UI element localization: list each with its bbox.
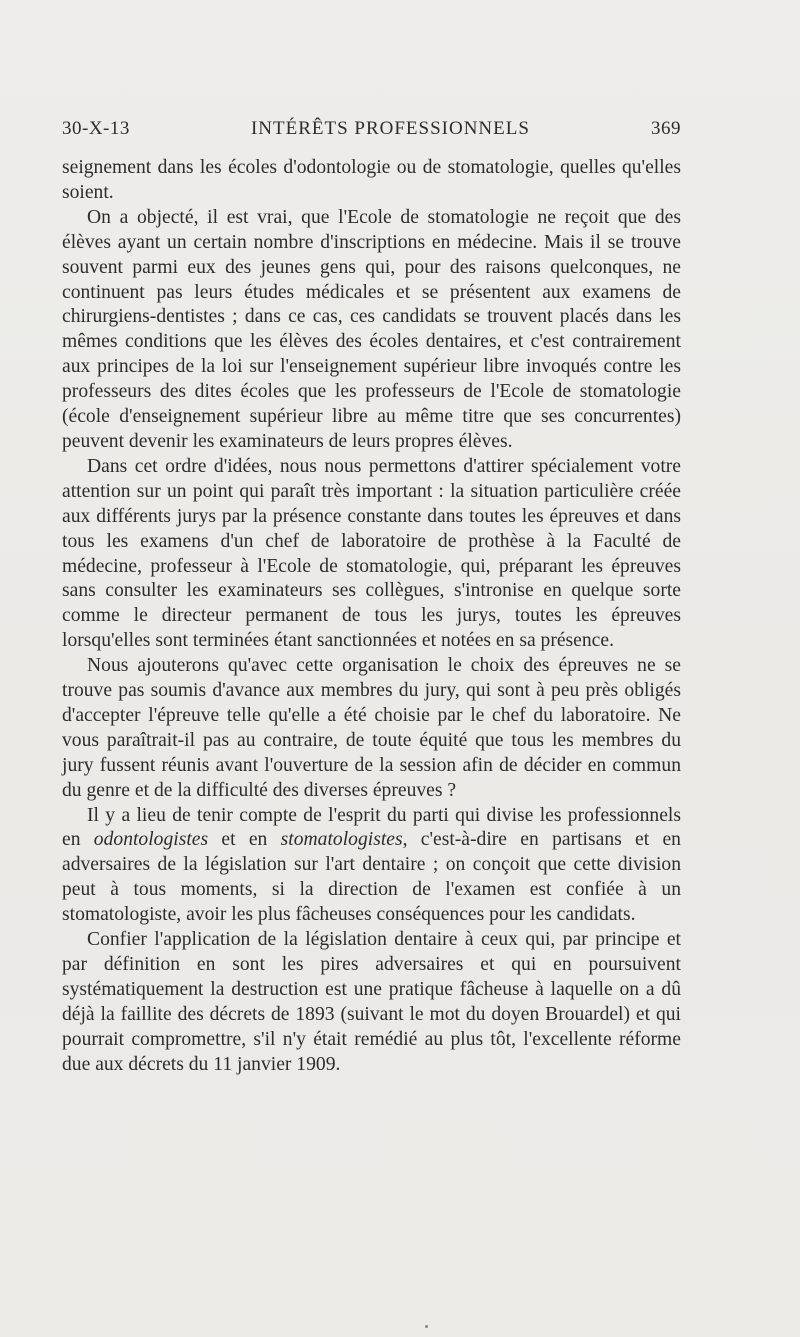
page-number: 369: [650, 118, 681, 139]
paragraph: seignement dans les écoles d'odontologie ou de stomatologie, quelles qu'elles soient.: [62, 157, 681, 203]
paragraph: On a objecté, il est vrai, que l'Ecole de stomatologie ne reçoit que des élèves ayant un certain nombre d'inscriptions en médecine. Mais il se trouve souvent parmi eux des jeunes gens qui, pour des raisons quelconques, ne continuent pas leurs études médicales et se présentent aux examens de chirurgiens-dentistes ; dans ce cas, ces candidats se trouvent placés dans les mêmes conditions que les élèves des écoles dentaires, et c'est contrairement aux principes de la loi sur l'enseignement supérieur libre invoqués contre les professeurs des dites écoles que les professeurs de l'Ecole de stomatologie (école d'enseignement supérieur libre au même titre que ses concurrentes) peuvent devenir les examinateurs de leurs propres élèves.: [62, 206, 681, 452]
text-run: Il y a lieu de tenir compte de l'esprit du parti qui divise les professionnels en: [62, 804, 681, 851]
italic-term: odontologistes: [93, 829, 209, 851]
paragraph: Nous ajouterons qu'avec cette organisation le choix des épreuves ne se trouve pas soumis d'avance aux membres du jury, qui sont à peu près obligés d'accepter l'épreuve telle qu'elle a été choisie par le chef du laboratoire. Ne vous paraîtrait-il pas au contraire, de toute équité que tous les membres du jury fussent réunis avant l'ouverture de la session afin de décider en commun du genre et de la difficulté des diverses épreuves ?: [62, 655, 681, 801]
text-run: , c'est-à-dire en partisans et en adversaires de la législation sur l'art dentaire ; on conçoit que cette division peut à tous moments, si la direction de l'examen est confiée à un stomatologiste, avoir les plus fâcheuses conséquences pour les candidats.: [62, 829, 681, 926]
paragraph: Confier l'application de la législation dentaire à ceux qui, par principe et par définition en sont les pires adversaires et qui en poursuivent systématiquement la destruction est une pratique fâcheuse à laquelle on a dû déjà la faillite des décrets de 1893 (suivant le mot du doyen Brouardel) et qui pourrait compromettre, s'il n'y était remédié au plus tôt, l'excellente réforme due aux décrets du 11 janvier 1909.: [62, 929, 681, 1075]
section-title: INTÉRÊTS PROFESSIONNELS: [250, 118, 530, 139]
issue-date: 30-X-13: [62, 118, 130, 139]
running-head: [62, 118, 681, 148]
text-run: et en: [208, 829, 281, 851]
paragraph: [62, 804, 681, 929]
body-text: [62, 156, 681, 1078]
paper-speck: [425, 1325, 428, 1328]
italic-term: stomatologistes: [280, 829, 403, 851]
paragraph: Dans cet ordre d'idées, nous nous permettons d'attirer spécialement votre attention sur un point qui paraît très important : la situation particulière créée aux différents jurys par la présence constante dans toutes les épreuves et dans tous les examens d'un chef de laboratoire de prothèse à la Faculté de médecine, professeur à l'Ecole de stomatologie, qui, préparant les épreuves sans consulter les examinateurs ses collègues, s'intronise en quelque sorte comme le directeur permanent de tous les jurys, toutes les épreuves lorsqu'elles sont terminées étant sanctionnées et notées en sa présence.: [62, 455, 681, 652]
